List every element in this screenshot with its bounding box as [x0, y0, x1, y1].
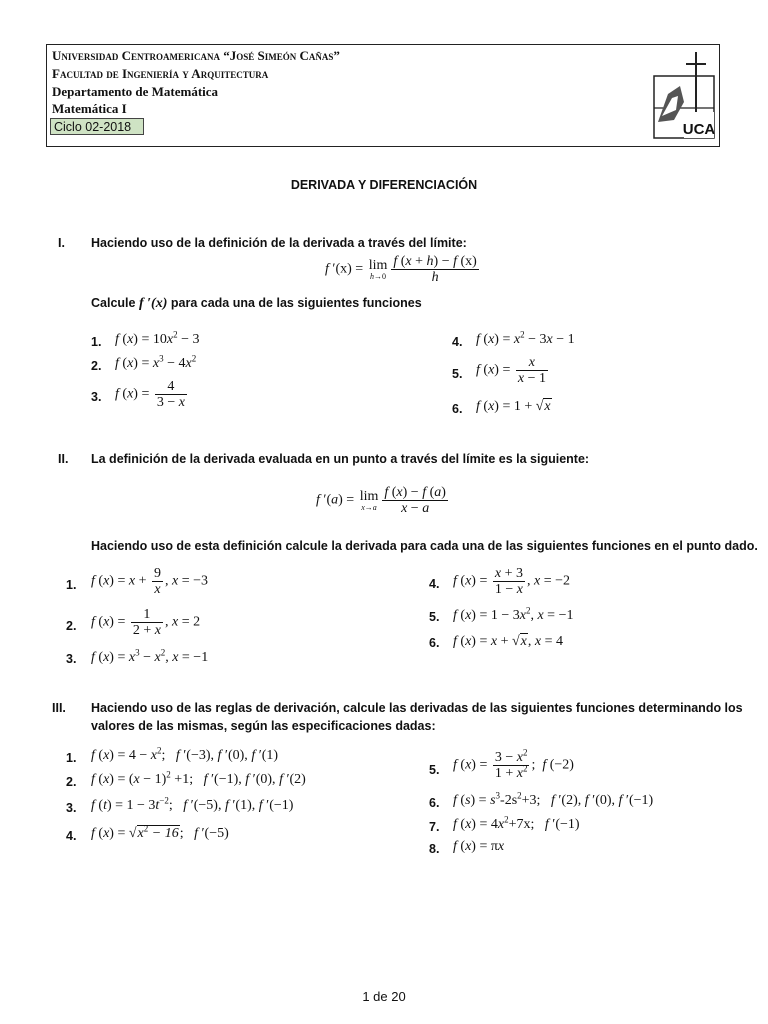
item-number: 1.: [66, 578, 77, 592]
item-number: 5.: [452, 367, 463, 381]
math-expression: f (x) = $\frac{x}{x - 1}$: [476, 355, 546, 386]
derivative-limit-definition: f ′(x) = lim h→0 $\frac{f (x + h) - f (x)}{h}$: [325, 254, 477, 285]
item-number: 3.: [91, 390, 102, 404]
item-number: 2.: [66, 775, 77, 789]
math-expression: f (x) = $\frac{3 - x^2}{1 + x^2}$ ; f (−2): [453, 747, 574, 781]
section-1-roman: I.: [58, 236, 65, 250]
item-number: 4.: [66, 829, 77, 843]
math-expression: f $(x) = 1 - 3x^2$, x = −1: [453, 605, 574, 623]
math-expression: f (x) = x + √x, x = 4: [453, 634, 563, 649]
math-expression: f (x) = x + $\frac{9}{x}$ , x = −3: [91, 566, 208, 597]
page-number: 1 de 20: [362, 989, 406, 1004]
math-expression: f $(x) = 4x^2+7x$; f ′(−1): [453, 814, 580, 832]
calc-word: Calcule: [91, 296, 136, 310]
math-expression: f (x) = 1 + √x: [476, 399, 551, 414]
item-number: 8.: [429, 842, 440, 856]
section-2-instruction-2: Haciendo uso de esta definición calcule la derivada para cada una de las siguientes funciones en el punto dado.: [91, 539, 758, 553]
item-number: 5.: [429, 610, 440, 624]
university-name: Universidad Centroamericana “José Simeón Cañas”: [52, 48, 340, 63]
section-1-instruction: Haciendo uso de la definición de la derivada a través del límite:: [91, 236, 467, 250]
item-number: 4.: [452, 335, 463, 349]
math-expression: f $(x) = 4 - x^2$; f ′(−3), f ′(0), f ′(1): [91, 745, 279, 763]
math-expression: f (x) = $\frac{1}{2 + x}$ , x = 2: [91, 607, 201, 638]
math-expression: f (x) = $\frac{x + 3}{1 - x}$ , x = −2: [453, 566, 570, 597]
item-number: 7.: [429, 820, 440, 834]
item-number: 5.: [429, 763, 440, 777]
math-expression: f $(x) = (x - 1)^2 +1$; f ′(−1), f ′(0), f ′(2): [91, 769, 306, 787]
calc-instruction: Calcule f ′(x) para cada una de las siguientes funciones: [91, 296, 422, 311]
department-name: Departamento de Matemática: [52, 84, 219, 99]
derivative-point-definition: f ′(a) = lim x→a $\frac{f (x) - f (a)}{x - a}$: [316, 485, 446, 516]
item-number: 1.: [91, 335, 102, 349]
section-3-instruction-line-2: valores de las mismas, según las especificaciones dadas:: [91, 719, 436, 733]
math-expression: f $(x) = x^2 - 3x - 1$: [476, 329, 575, 347]
math-expression: f $(x) = √x^2 - 16$; f ′(−5): [91, 823, 229, 841]
item-number: 6.: [452, 402, 463, 416]
cycle-badge: Ciclo 02-2018: [50, 118, 144, 135]
faculty-name: Facultad de Ingeniería y Arquitectura: [52, 66, 269, 81]
math-expression: f $(x) = 10x^2 - 3$: [115, 329, 200, 347]
section-3-instruction-line-1: Haciendo uso de las reglas de derivación, calcule las derivadas de las siguientes funciones determinando los: [91, 701, 743, 715]
item-number: 4.: [429, 577, 440, 591]
uca-logo: [650, 50, 716, 142]
item-number: 1.: [66, 751, 77, 765]
math-expression: f (x) = $\frac{4}{3 - x}$: [115, 379, 185, 410]
item-number: 6.: [429, 796, 440, 810]
item-number: 6.: [429, 636, 440, 650]
item-number: 3.: [66, 652, 77, 666]
logo-text: UCA: [682, 121, 716, 138]
page-title: DERIVADA Y DIFERENCIACIÓN: [290, 178, 478, 192]
math-expression: f $(x) = x^3 - 4x^2$: [115, 353, 197, 371]
section-3-roman: III.: [52, 701, 66, 715]
math-expression: f $(x) = x^3 - x^2$, x = −1: [91, 647, 209, 665]
item-number: 2.: [91, 359, 102, 373]
math-expression: f $(t) = 1 - 3t^{-2}$; f ′(−5), f ′(1), f ′(−1): [91, 795, 294, 813]
section-2-instruction: La definición de la derivada evaluada en un punto a través del límite es la siguiente:: [91, 452, 590, 466]
calc-text: para cada una de las siguientes funciones: [170, 296, 422, 310]
math-expression: f (x) = πx: [453, 839, 505, 854]
item-number: 3.: [66, 801, 77, 815]
math-expression: f $(s) = s^3-2s^2+3$; f ′(2), f ′(0), f ′(−1): [453, 790, 654, 808]
item-number: 2.: [66, 619, 77, 633]
course-name: Matemática I: [52, 101, 127, 116]
section-2-roman: II.: [58, 452, 69, 466]
